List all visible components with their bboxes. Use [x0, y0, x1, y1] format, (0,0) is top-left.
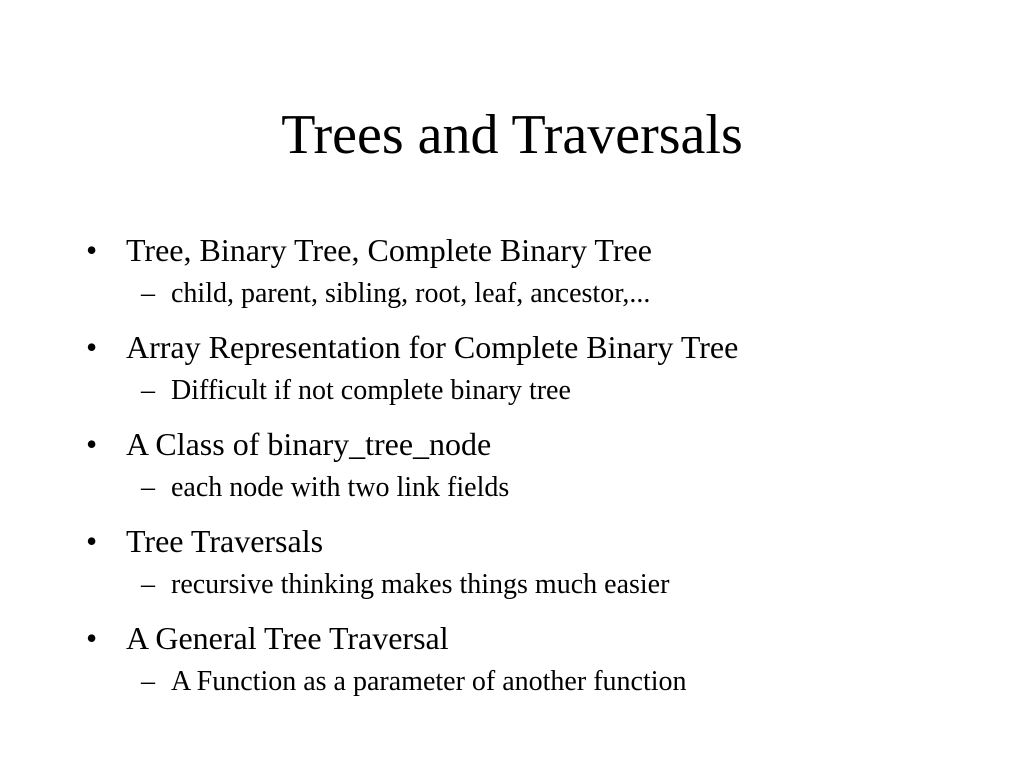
sub-bullet-marker: – [141, 569, 155, 600]
sub-bullet-marker: – [141, 472, 155, 503]
bullet-line [0, 420, 1024, 468]
sub-bullet-line [0, 274, 1024, 323]
bullet-marker: • [86, 329, 98, 365]
bullet-text: Array Representation for Complete Binary Tree [126, 329, 739, 365]
sub-bullet-text: each node with two link fields [171, 472, 510, 503]
sub-bullet-line [0, 662, 1024, 711]
sub-bullet-marker: – [141, 375, 155, 406]
bullet-list [0, 226, 1024, 711]
bullet-line [0, 226, 1024, 274]
bullet-line [0, 614, 1024, 662]
bullet-marker: • [86, 232, 98, 268]
sub-bullet-marker: – [141, 666, 155, 697]
bullet-line [0, 323, 1024, 371]
bullet-item [0, 517, 1024, 614]
bullet-text: Tree, Binary Tree, Complete Binary Tree [126, 232, 652, 268]
bullet-text: A General Tree Traversal [126, 620, 449, 656]
bullet-item [0, 226, 1024, 323]
slide-title: Trees and Traversals [281, 104, 743, 166]
bullet-marker: • [86, 620, 98, 656]
sub-bullet-line [0, 565, 1024, 614]
bullet-text: A Class of binary_tree_node [126, 426, 492, 462]
sub-bullet-marker: – [141, 278, 155, 309]
sub-bullet-line [0, 468, 1024, 517]
bullet-item [0, 323, 1024, 420]
sub-bullet-text: child, parent, sibling, root, leaf, ancestor,... [171, 278, 651, 309]
sub-bullet-line [0, 371, 1024, 420]
bullet-marker: • [86, 426, 98, 462]
bullet-marker: • [86, 523, 98, 559]
bullet-item [0, 614, 1024, 711]
sub-bullet-text: Difficult if not complete binary tree [171, 375, 571, 406]
bullet-item [0, 420, 1024, 517]
bullet-line [0, 517, 1024, 565]
bullet-text: Tree Traversals [126, 523, 324, 559]
sub-bullet-text: A Function as a parameter of another function [171, 666, 687, 697]
sub-bullet-text: recursive thinking makes things much easier [171, 569, 670, 600]
